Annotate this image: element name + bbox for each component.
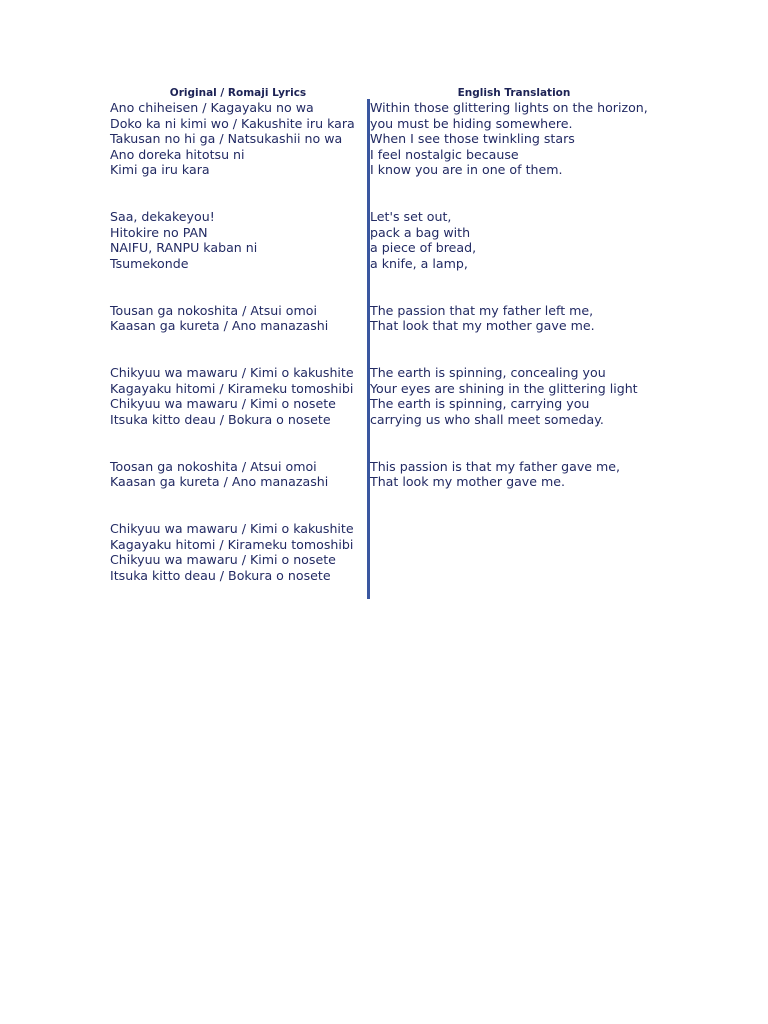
- translation-lyric-line: a knife, a lamp,: [370, 255, 468, 271]
- original-lyric-line: Doko ka ni kimi wo / Kakushite iru kara: [110, 115, 355, 131]
- translation-lyric-line: Let's set out,: [370, 209, 452, 225]
- translation-lyric-line: Within those glittering lights on the horizon,: [370, 100, 648, 115]
- translation-lyric-line: a piece of bread,: [370, 240, 477, 256]
- blank-line: [370, 427, 670, 443]
- original-lyrics-column: [110, 100, 365, 583]
- original-lyric-line: Ano doreka hitotsu ni: [110, 146, 245, 162]
- translation-lyric-line: I know you are in one of them.: [370, 162, 563, 178]
- original-lyric-line: Itsuka kitto deau / Bokura o nosete: [110, 567, 331, 583]
- blank-line: [370, 552, 670, 568]
- original-lyric-line: Tousan ga nokoshita / Atsui omoi: [110, 302, 317, 318]
- original-lyric-line: Ano chiheisen / Kagayaku no wa: [110, 100, 314, 115]
- translation-lyric-line: This passion is that my father gave me,: [370, 458, 621, 474]
- translation-lyric-line: The earth is spinning, concealing you: [370, 365, 606, 381]
- translation-lyric-line: you must be hiding somewhere.: [370, 115, 573, 131]
- original-lyric-line: Kagayaku hitomi / Kirameku tomoshibi: [110, 536, 354, 552]
- blank-line: [110, 194, 365, 210]
- blank-line: [370, 178, 670, 194]
- translation-lyric-line: carrying us who shall meet someday.: [370, 411, 604, 427]
- blank-line: [110, 443, 365, 459]
- original-lyric-line: Kagayaku hitomi / Kirameku tomoshibi: [110, 380, 354, 396]
- original-lyric-line: Saa, dekakeyou!: [110, 209, 215, 225]
- blank-line: [370, 334, 670, 350]
- original-lyric-line: Chikyuu wa mawaru / Kimi o kakushite: [110, 521, 354, 537]
- blank-line: [370, 537, 670, 553]
- original-lyric-line: Toosan ga nokoshita / Atsui omoi: [110, 458, 317, 474]
- original-lyric-line: Hitokire no PAN: [110, 224, 208, 240]
- blank-line: [370, 568, 670, 584]
- blank-line: [110, 427, 365, 443]
- original-lyric-line: Kaasan ga kureta / Ano manazashi: [110, 318, 329, 334]
- translation-lyrics-column: [370, 100, 670, 583]
- original-lyric-line: Kaasan ga kureta / Ano manazashi: [110, 474, 329, 490]
- blank-line: [110, 287, 365, 303]
- blank-line: [370, 272, 670, 288]
- original-lyric-line: Chikyuu wa mawaru / Kimi o nosete: [110, 552, 336, 568]
- translation-lyric-line: That look that my mother gave me.: [370, 318, 595, 334]
- original-lyric-line: Takusan no hi ga / Natsukashii no wa: [110, 131, 343, 147]
- translation-lyric-line: Your eyes are shining in the glittering light: [370, 380, 638, 396]
- blank-line: [370, 521, 670, 537]
- original-lyric-line: Chikyuu wa mawaru / Kimi o nosete: [110, 396, 336, 412]
- blank-line: [110, 178, 365, 194]
- blank-line: [110, 334, 365, 350]
- original-column-header: Original / Romaji Lyrics: [169, 87, 307, 99]
- blank-line: [370, 350, 670, 366]
- translation-lyric-line: I feel nostalgic because: [370, 146, 519, 162]
- original-lyric-line: Tsumekonde: [110, 255, 189, 271]
- blank-line: [110, 505, 365, 521]
- original-lyric-line: Itsuka kitto deau / Bokura o nosete: [110, 411, 331, 427]
- blank-line: [370, 505, 670, 521]
- original-lyric-line: Chikyuu wa mawaru / Kimi o kakushite: [110, 365, 354, 381]
- blank-line: [110, 490, 365, 506]
- translation-lyric-line: pack a bag with: [370, 224, 471, 240]
- blank-line: [370, 287, 670, 303]
- blank-line: [110, 350, 365, 366]
- blank-line: [370, 490, 670, 506]
- translation-lyric-line: The earth is spinning, carrying you: [370, 396, 590, 412]
- translation-lyric-line: That look my mother gave me.: [370, 474, 566, 490]
- translation-column-header: English Translation: [457, 87, 571, 99]
- blank-line: [370, 443, 670, 459]
- original-lyric-line: Kimi ga iru kara: [110, 162, 210, 178]
- blank-line: [110, 272, 365, 288]
- translation-lyric-line: The passion that my father left me,: [370, 302, 594, 318]
- original-lyric-line: NAIFU, RANPU kaban ni: [110, 240, 258, 256]
- translation-lyric-line: When I see those twinkling stars: [370, 131, 575, 147]
- blank-line: [370, 194, 670, 210]
